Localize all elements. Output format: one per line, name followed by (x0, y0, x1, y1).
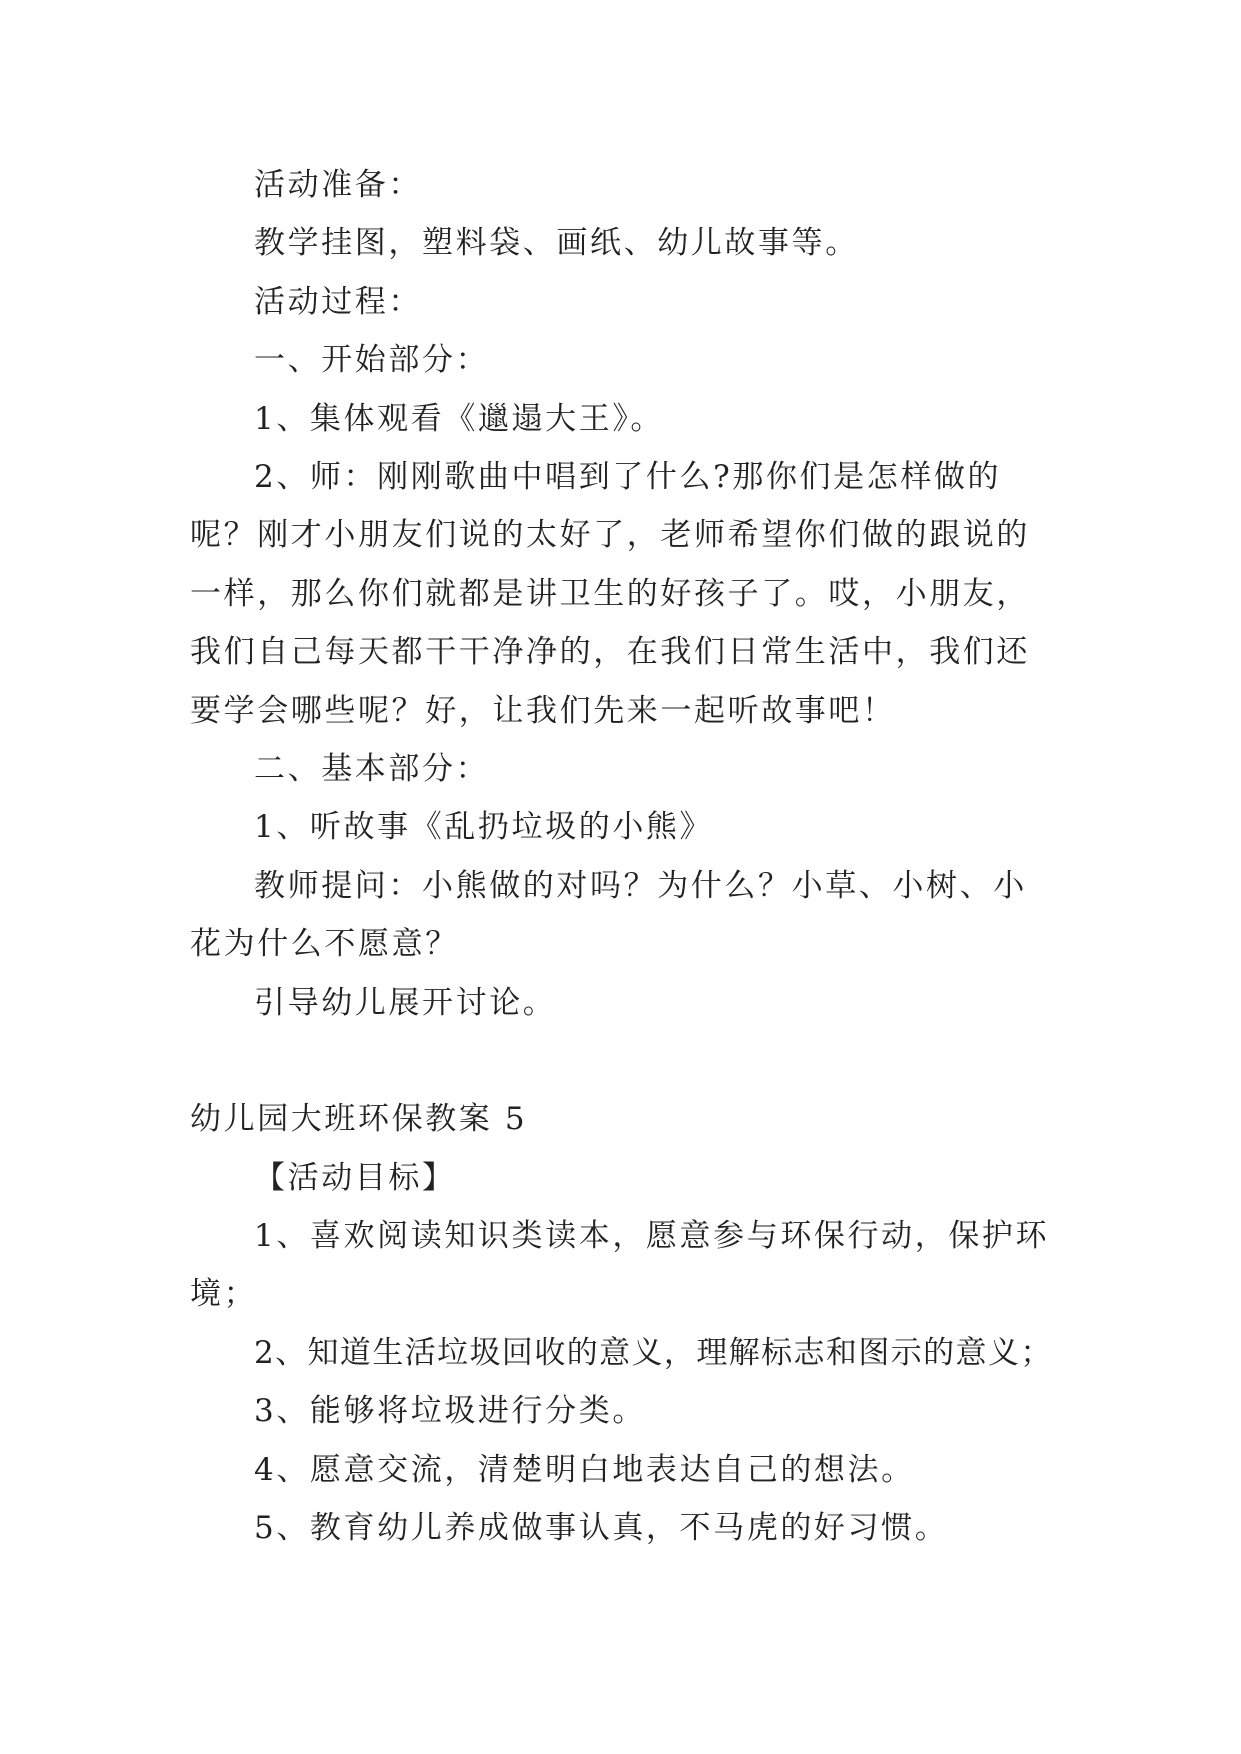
paragraph: 引导幼儿展开讨论。 (254, 984, 557, 1021)
document-body (190, 156, 1060, 1557)
paragraph: 一、开始部分： (254, 342, 490, 379)
paragraph: 二、基本部分： (254, 751, 490, 788)
paragraph: 教学挂图，塑料袋、画纸、幼儿故事等。 (254, 225, 859, 262)
paragraph: 1、集体观看《邋遢大王》。 (254, 400, 665, 437)
paragraph: 活动准备： (254, 167, 422, 203)
paragraph: 【活动目标】 (254, 1159, 456, 1196)
paragraph: 1、听故事《乱扔垃圾的小熊》 (254, 809, 714, 846)
paragraph: 教师提问：小熊做的对吗？为什么？小草、小树、小花为什么不愿意？ (190, 867, 1027, 963)
paragraph: 2、知道生活垃圾回收的意义，理解标志和图示的意义； (254, 1334, 1053, 1371)
paragraph: 1、喜欢阅读知识类读本，愿意参与环保行动，保护环境； (190, 1217, 1050, 1313)
paragraph: 5、教育幼儿养成做事认真，不马虎的好习惯。 (254, 1509, 949, 1546)
section-title: 幼儿园大班环保教案 5 (190, 1101, 528, 1138)
paragraph: 4、愿意交流，清楚明白地表达自己的想法。 (254, 1451, 915, 1488)
paragraph: 活动过程： (254, 283, 422, 320)
paragraph: 2、师：刚刚歌曲中唱到了什么?那你们是怎样做的呢？刚才小朋友们说的太好了，老师希望你们做的跟说的一样，那么你们就都是讲卫生的好孩子了。哎，小朋友，我们自己每天都干干净净的，在我们日常生活中，我们还要学会哪些呢？好，让我们先来一起听故事吧！ (190, 459, 1030, 729)
paragraph: 3、能够将垃圾进行分类。 (254, 1393, 646, 1430)
section-spacer (190, 1032, 1060, 1090)
